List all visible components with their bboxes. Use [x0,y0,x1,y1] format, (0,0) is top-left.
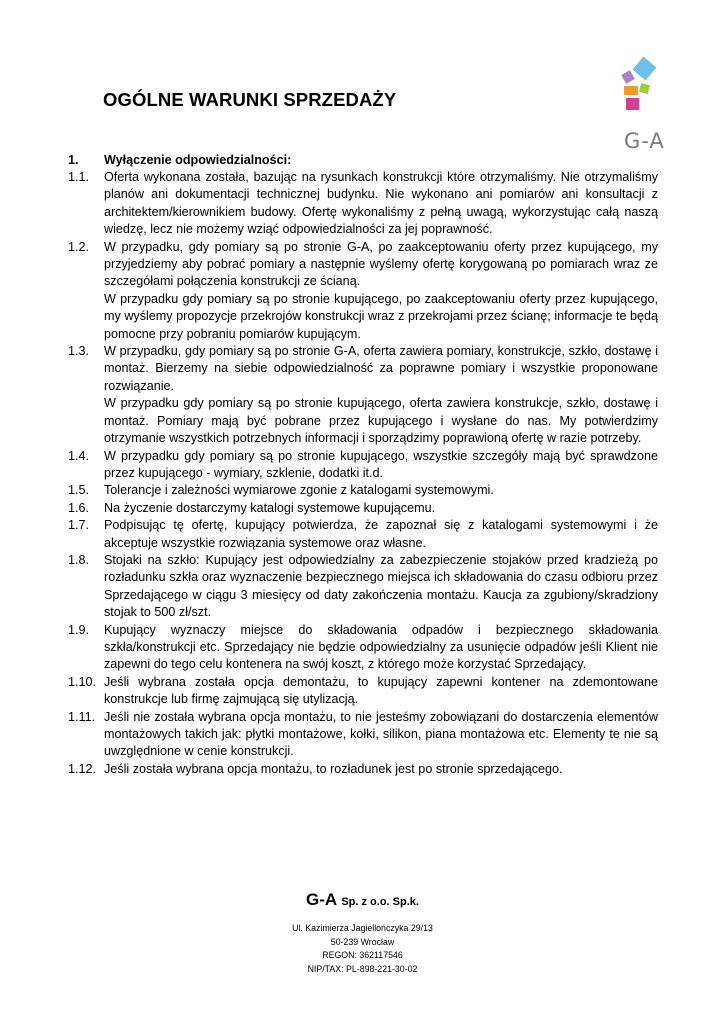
item-number: 1.10. [68,674,97,689]
logo-text: G-A [624,129,665,153]
item-text: Jeśli nie została wybrana opcja montażu, to nie jesteśmy zobowiązani do dostarczenia elementów montażowych takich jak: płytki montażowe, kołki, silikon, piana montażowa etc. Elementy te nie są uwzględnione w cenie konstrukcji. [104,709,658,759]
item-text: W przypadku gdy pomiary są po stronie kupującego, wszystkie szczegóły mają być sprawdzone przez kupującego - wymiary, szklenie, dodatki it.d. [104,448,658,480]
item-number: 1.9. [68,622,90,637]
item-text: W przypadku gdy pomiary są po stronie kupującego, po zaakceptowaniu oferty przez kupującego, my wyślemy propozycje przekrojów konstrukcji wraz z przekrojami przez ścianę; informacje te będą pomocne przy pobraniu pomiarów kupującym. [104,291,658,341]
nip-number: NIP/TAX: PL-898-221-30-02 [307,963,418,974]
logo-square-orange [624,86,638,95]
item-text: Jeśli została wybrana opcja montażu, to rozładunek jest po stronie sprzedającego. [104,761,563,776]
item-number: 1.7. [68,518,90,533]
item-text: Podpisując tę ofertę, kupujący potwierdza, że zapoznał się z katalogami systemowymi i że akceptuje wszystkie rozwiązania systemowe oraz własne. [104,518,658,550]
logo-square-blue [633,57,657,81]
section-heading-row [68,152,658,169]
item-number: 1.12. [68,761,97,776]
item-text: Tolerancje i zależności wymiarowe zgonie z katalogami systemowymi. [104,483,494,498]
list-item [68,169,658,239]
item-text: W przypadku, gdy pomiary są po stronie G-A, po zaakceptowaniu oferty przez kupującego, my przyjedziemy aby pobrać pomiary a następnie wyślemy ofertę korygowaną po pomiarach wraz ze szczegółami połączenia konstrukcji ze ścianą. [104,239,658,289]
section-disclaimer [68,152,658,778]
item-number: 1.6. [68,500,90,515]
logo-square-lilac [621,70,635,84]
regon-number: REGON: 362117546 [322,950,403,961]
list-item [68,622,658,674]
list-item [68,674,658,709]
list-item [68,517,658,552]
document-title: OGÓLNE WARUNKI SPRZEDAŻY [103,89,397,110]
company-name-line [306,890,419,910]
item-number: 1.5. [68,483,90,498]
list-item [68,343,658,447]
section-number: 1. [68,153,79,167]
list-item [68,552,658,622]
item-number: 1.2. [68,239,90,254]
item-number: 1.1. [68,170,90,184]
logo-square-green [639,83,650,94]
item-number: 1.8. [68,552,90,567]
section-heading: Wyłączenie odpowiedzialności: [104,153,292,167]
footer [0,890,725,976]
list-item [68,482,658,499]
address-street: Ul. Kazimierza Jagiellończyka 29/13 [292,923,433,933]
address-city: 50-239 Wrocław [330,936,395,947]
item-text: W przypadku, gdy pomiary są po stronie G-A, oferta zawiera pomiary, konstrukcje, szkło, dostawę i montaż. Bierzemy na siebie odpowiedzialność za poprawne pomiary i wszystkie proponowane rozwiązanie. [104,344,658,393]
item-text: Stojaki na szkło: Kupujący jest odpowiedzialny za zabezpieczenie stojaków przed kradzieżą po rozładunku szkła oraz wyznaczenie bezpiecznego miejsca ich składowania do czasu odbioru przez Sprzedającego w ciągu 3 miesięcy od daty zakończenia montażu. Kaucja za zgubiony/skradziony stojak to 500 zł/szt. [104,552,658,620]
list-item [68,709,658,761]
company-name: G-A [306,890,337,909]
logo-square-magenta [626,98,639,110]
company-address [0,922,725,976]
list-item [68,500,658,517]
list-item [68,448,658,483]
item-text: Jeśli wybrana została opcja demontażu, to kupujący zapewni kontener na zdemontowane konstrukcje lub firmę zajmującą się utylizacją. [104,674,658,707]
item-number: 1.11. [68,709,96,724]
item-text: W przypadku gdy pomiary są po stronie kupującego, oferta zawiera konstrukcje, szkło, dostawę i montaż. Pomiary mają być pobrane przez kupującego i wysłane do nas. My potwierdzimy otrzymanie wszystkich potrzebnych informacji i sporządzimy poprawioną ofertę w razie potrzeby. [104,396,658,446]
item-text: Na życzenie dostarczymy katalogi systemowe kupującemu. [104,500,436,515]
item-number: 1.4. [68,448,90,463]
item-number: 1.3. [68,344,90,359]
item-text: Oferta wykonana została, bazując na rysunkach konstrukcji które otrzymaliśmy. Nie otrzymaliśmy planów ani dokumentacji technicznej budynku. Nie wykonano ani pomiarów ani konsultacji z architektem/kierownikiem budowy. Ofertę wykonaliśmy z pełną uwagą, wykorzystując całą naszą wiedzę, lecz nie możemy wziąć odpowiedzialności za jej poprawność. [104,170,658,237]
item-text: Kupujący wyznaczy miejsce do składowania odpadów i bezpiecznego składowania szkła/konstrukcji etc. Sprzedający nie będzie odpowiedzialny za usunięcie odpadów jeśli Klient nie zapewni do tego celu kontenera na swój koszt, z którego może korzystać Sprzedający. [104,622,658,672]
company-suffix: Sp. z o.o. Sp.k. [341,896,419,908]
list-item [68,239,658,343]
list-item [68,761,658,778]
